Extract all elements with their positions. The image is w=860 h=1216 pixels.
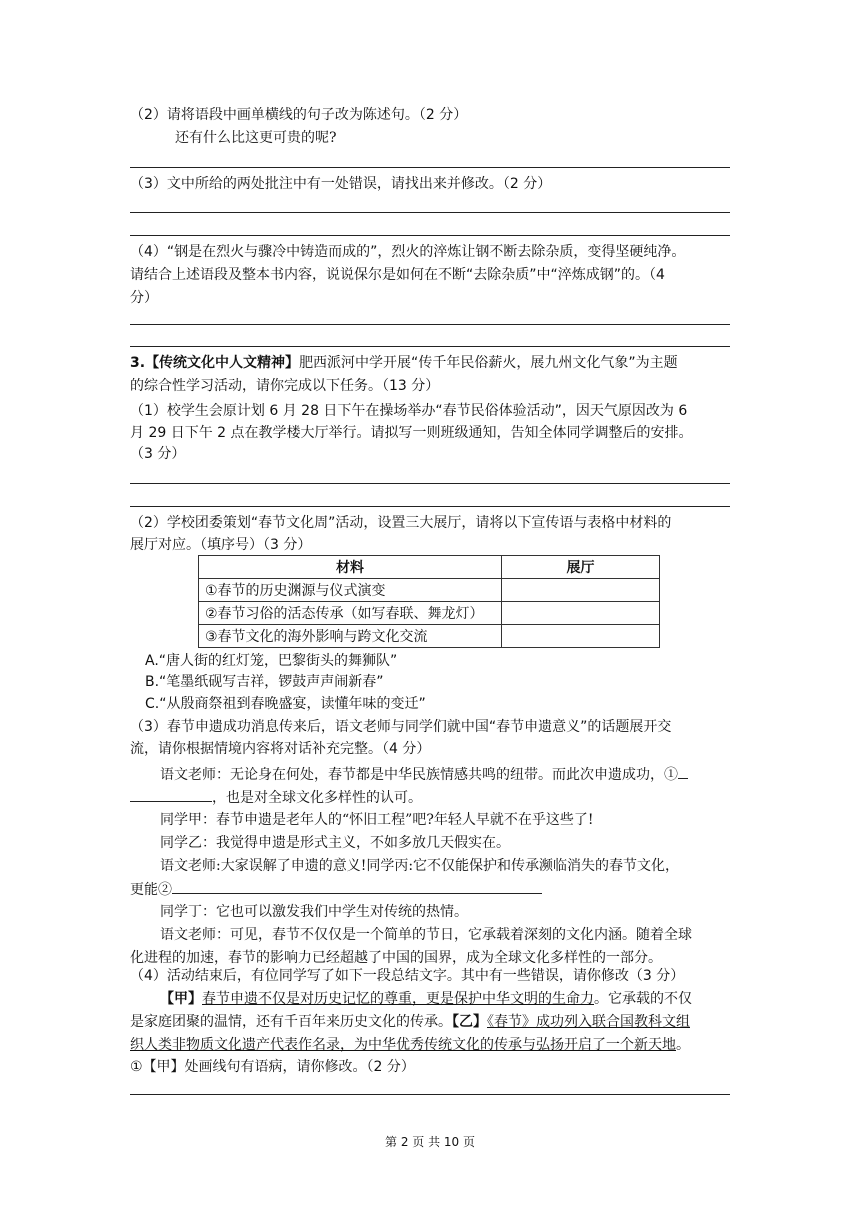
tag-yi: 【乙】	[452, 1014, 487, 1030]
q3-sub1-line3: （3 分）	[130, 446, 186, 462]
answer-line	[130, 235, 730, 236]
q3-sub3-line2: 流，请你根据情境内容将对话补充完整。（4 分）	[130, 741, 431, 757]
q3-intro-line2: 的综合性学习活动，请你完成以下任务。（13 分）	[130, 378, 440, 394]
dialogue-teacher-1	[160, 764, 688, 786]
dialogue-text: 语文老师：无论身在何处，春节都是中华民族情感共鸣的纽带。而此次申遗成功，①	[160, 767, 678, 783]
table-cell-material: ②春节习俗的活态传承（如写春联、舞龙灯）	[199, 602, 502, 625]
option-c: C.“从殷商祭祖到春晚盛宴，读懂年味的变迁”	[145, 696, 426, 712]
dialogue-student-c-cont	[130, 879, 542, 901]
dialogue-teacher-3-line1: 语文老师：可见，春节不仅仅是一个简单的节日，它承载着深刻的文化内涵。随着全球	[160, 927, 692, 943]
material-hall-table	[198, 555, 660, 648]
q3-sub3-line1: （3）春节申遗成功消息传来后，语文老师与同学们就中国“春节申遗意义”的话题展开交	[130, 719, 672, 735]
q2-sub4-line2: 请结合上述语段及整本书内容，说说保尔是如何在不断“去除杂质”中“淬炼成钢”的。（4	[130, 267, 665, 283]
table-row	[199, 602, 660, 625]
summary-para-line2	[130, 1012, 690, 1033]
q3-sub1-line1: （1）校学生会原计划 6 月 28 日下午在操场举办“春节民俗体验活动”，因天气原因改为 6	[130, 403, 688, 419]
q3-sub2-line2: 展厅对应。（填序号）（3 分）	[130, 537, 312, 553]
summary-para-line3	[130, 1035, 690, 1056]
option-b: B.“笔墨纸砚写吉祥，锣鼓声声闹新春”	[145, 674, 384, 690]
dialogue-student-b: 同学乙：我觉得申遗是形式主义，不如多放几天假实在。	[160, 835, 510, 851]
page-footer: 第 2 页 共 10 页	[385, 1135, 475, 1149]
dialogue-student-a: 同学甲：春节申遗是老年人的“怀旧工程”吧?年轻人早就不在乎这些了!	[160, 812, 594, 828]
summary-text: 。它承载的不仅	[594, 991, 692, 1007]
summary-text: 。	[676, 1037, 690, 1053]
table-cell-material: ③春节文化的海外影响与跨文化交流	[199, 625, 502, 648]
blank-1-start	[678, 764, 688, 779]
dialogue-teacher-2: 语文老师:大家误解了申遗的意义!同学丙:它不仅能保护和传承濒临消失的春节文化，	[160, 858, 680, 874]
table-cell-hall	[502, 625, 660, 648]
table-row	[199, 625, 660, 648]
table-header-material: 材料	[199, 556, 502, 579]
table-cell-hall	[502, 602, 660, 625]
table-cell-material: ①春节的历史渊源与仪式演变	[199, 579, 502, 602]
q3-intro-text: 肥西派河中学开展“传千年民俗薪火，展九州文化气象”为主题	[299, 355, 678, 371]
dialogue-teacher-3-line2: 化进程的加速，春节的影响力已经超越了中国的国界，成为全球文化多样性的一部分。	[130, 950, 662, 966]
q2-sub2-prompt: （2）请将语段中画单横线的句子改为陈述句。（2 分）	[130, 107, 468, 123]
answer-line	[130, 506, 730, 507]
answer-line	[130, 346, 730, 347]
table-row	[199, 579, 660, 602]
q2-sub4-line1: （4）“钢是在烈火与骤冷中铸造而成的”，烈火的淬炼让钢不断去除杂质，变得坚硬纯净。	[130, 244, 686, 260]
table-header-row	[199, 556, 660, 579]
blank-2	[172, 879, 542, 894]
answer-line	[130, 324, 730, 325]
dialogue-text: ，也是对全球文化多样性的认可。	[212, 790, 422, 806]
q3-sub4-q1: ①【甲】处画线句有语病，请你修改。（2 分）	[130, 1059, 415, 1075]
answer-line	[130, 167, 730, 168]
tag-jia: 【甲】	[160, 991, 202, 1007]
table-header-hall: 展厅	[502, 556, 660, 579]
q3-sub1-line2: 月 29 日下午 2 点在教学楼大厅举行。请拟写一则班级通知，告知全体同学调整后的安排。	[130, 425, 693, 441]
summary-text: 是家庭团聚的温情，还有千百年来历史文化的传承。	[130, 1014, 452, 1030]
underlined-sentence-yi-cont: 织人类非物质文化遗产代表作名录，为中华优秀传统文化的传承与弘扬开启了一个新天地	[130, 1037, 676, 1053]
underlined-sentence-yi: 《春节》成功列入联合国教科文组	[487, 1014, 690, 1030]
option-a: A.“唐人街的红灯笼，巴黎街头的舞狮队”	[145, 653, 398, 669]
summary-para-line1	[160, 989, 692, 1010]
blank-1	[130, 787, 212, 802]
q2-sub3-prompt: （3）文中所给的两处批注中有一处错误，请找出来并修改。（2 分）	[130, 176, 552, 192]
q3-tag: 【传统文化中人文精神】	[145, 355, 300, 371]
table-cell-hall	[502, 579, 660, 602]
answer-line	[130, 212, 730, 213]
answer-line	[130, 483, 730, 484]
q2-sub4-line3: 分）	[130, 290, 158, 306]
q3-intro-line1	[130, 353, 678, 374]
dialogue-text: 更能②	[130, 882, 172, 898]
q3-sub2-line1: （2）学校团委策划“春节文化周”活动，设置三大展厅，请将以下宣传语与表格中材料的	[130, 515, 672, 531]
q2-sub2-sentence: 还有什么比这更可贵的呢?	[175, 130, 337, 146]
dialogue-student-d: 同学丁：它也可以激发我们中学生对传统的热情。	[160, 904, 468, 920]
q3-number: 3.	[130, 355, 146, 371]
underlined-sentence-jia: 春节申遗不仅是对历史记忆的尊重，更是保护中华文明的生命力	[202, 991, 594, 1007]
q3-sub4-prompt: （4）活动结束后，有位同学写了如下一段总结文字。其中有一些错误，请你修改（3 分）	[130, 968, 685, 984]
answer-line	[130, 1094, 730, 1095]
dialogue-teacher-1-cont	[130, 787, 422, 809]
